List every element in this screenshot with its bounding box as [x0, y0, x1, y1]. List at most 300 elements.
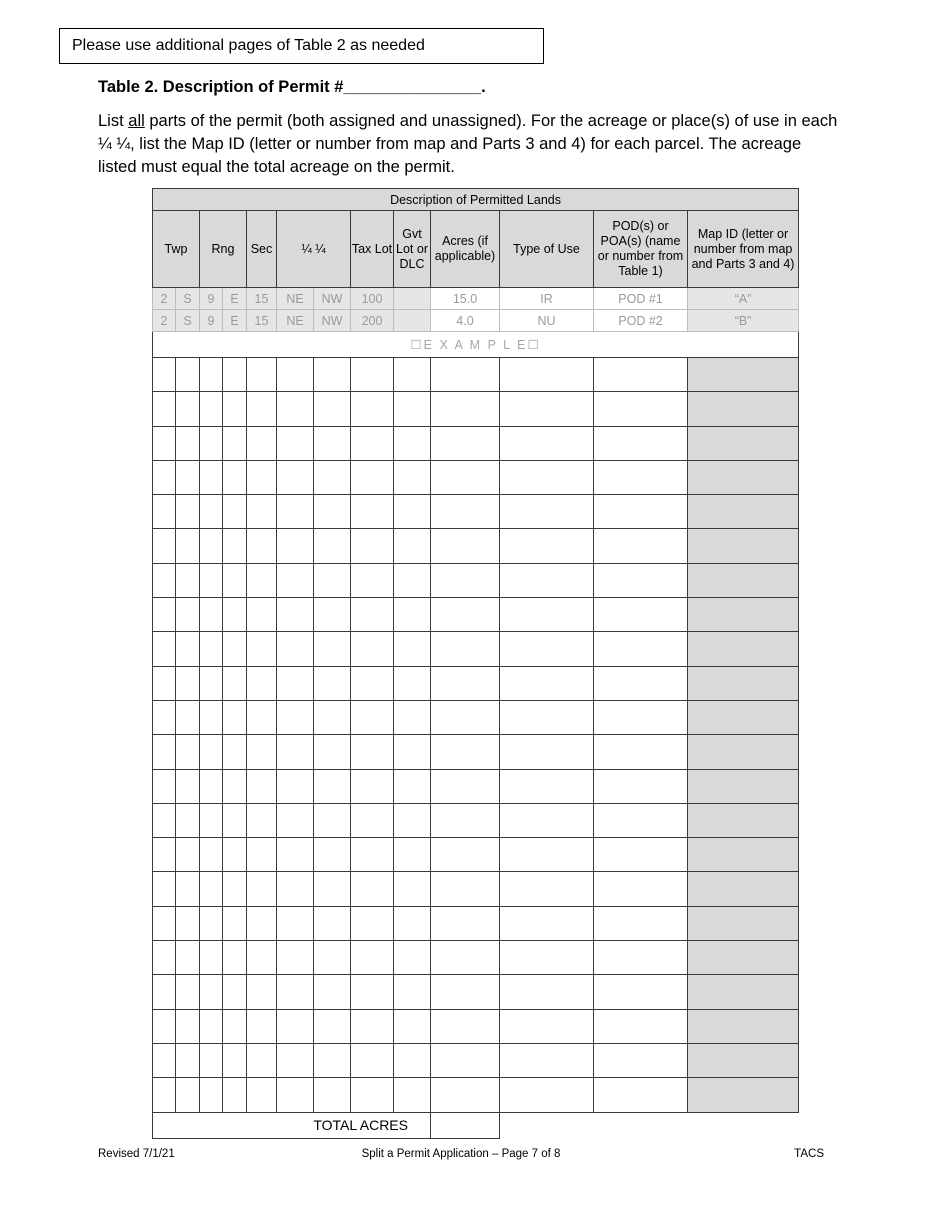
cell-quarter-1[interactable] — [277, 1043, 314, 1077]
cell-tax-lot[interactable] — [351, 735, 394, 769]
cell-quarter-1[interactable] — [277, 700, 314, 734]
cell-twp-number[interactable] — [153, 632, 176, 666]
cell-twp-direction[interactable] — [176, 769, 200, 803]
cell-map-id[interactable] — [688, 1009, 799, 1043]
cell-pod[interactable] — [594, 358, 688, 392]
cell-rng-number[interactable] — [200, 872, 223, 906]
cell-quarter-2[interactable] — [314, 803, 351, 837]
cell-twp-direction[interactable] — [176, 700, 200, 734]
cell-twp-number[interactable] — [153, 529, 176, 563]
cell-map-id[interactable] — [688, 632, 799, 666]
cell-rng-direction[interactable] — [223, 563, 247, 597]
cell-acres[interactable] — [431, 426, 500, 460]
cell-twp-direction[interactable] — [176, 426, 200, 460]
cell-map-id[interactable] — [688, 460, 799, 494]
cell-pod[interactable] — [594, 803, 688, 837]
cell-acres[interactable] — [431, 1009, 500, 1043]
cell-tax-lot[interactable] — [351, 598, 394, 632]
cell-type-of-use[interactable] — [500, 1043, 594, 1077]
cell-pod[interactable] — [594, 1043, 688, 1077]
cell-rng-direction[interactable] — [223, 666, 247, 700]
cell-pod[interactable] — [594, 598, 688, 632]
header-sec: Sec — [247, 211, 277, 288]
cell-rng-direction[interactable] — [223, 700, 247, 734]
cell-twp-number[interactable] — [153, 872, 176, 906]
cell-quarter-2[interactable] — [314, 838, 351, 872]
cell-acres[interactable] — [431, 392, 500, 426]
cell-map-id[interactable] — [688, 906, 799, 940]
cell-quarter-2[interactable] — [314, 700, 351, 734]
cell-twp-direction[interactable] — [176, 495, 200, 529]
cell-rng-number[interactable] — [200, 666, 223, 700]
cell-quarter-1[interactable] — [277, 529, 314, 563]
cell-sec[interactable] — [247, 666, 277, 700]
cell-twp-number[interactable] — [153, 1009, 176, 1043]
cell-quarter-2[interactable] — [314, 666, 351, 700]
cell-rng-number[interactable] — [200, 632, 223, 666]
cell-sec[interactable] — [247, 495, 277, 529]
cell-quarter-1[interactable] — [277, 392, 314, 426]
cell-twp-direction[interactable] — [176, 666, 200, 700]
table-title: Description of Permitted Lands — [153, 189, 799, 211]
cell-gvt-lot[interactable] — [394, 529, 431, 563]
cell-map-id[interactable] — [688, 358, 799, 392]
cell-acres[interactable] — [431, 666, 500, 700]
cell-sec[interactable] — [247, 632, 277, 666]
cell-gvt-lot[interactable] — [394, 838, 431, 872]
cell-sec[interactable] — [247, 735, 277, 769]
cell-acres[interactable] — [431, 941, 500, 975]
cell-type-of-use[interactable] — [500, 735, 594, 769]
cell-tax-lot[interactable] — [351, 803, 394, 837]
cell-pod[interactable] — [594, 426, 688, 460]
cell-type-of-use[interactable] — [500, 838, 594, 872]
cell-rng-number[interactable] — [200, 392, 223, 426]
cell-quarter-2[interactable] — [314, 1009, 351, 1043]
cell-twp-number[interactable] — [153, 426, 176, 460]
cell-sec[interactable] — [247, 906, 277, 940]
cell-twp-direction[interactable] — [176, 1078, 200, 1112]
cell-rng-number[interactable] — [200, 975, 223, 1009]
cell-tax-lot[interactable] — [351, 906, 394, 940]
cell-sec[interactable] — [247, 358, 277, 392]
cell-sec[interactable] — [247, 598, 277, 632]
cell-twp-direction[interactable] — [176, 460, 200, 494]
cell-gvt-lot[interactable] — [394, 1009, 431, 1043]
cell-quarter-2[interactable] — [314, 872, 351, 906]
cell-gvt-lot[interactable] — [394, 495, 431, 529]
cell-quarter-1[interactable] — [277, 1009, 314, 1043]
cell-rng-number[interactable] — [200, 1043, 223, 1077]
cell-rng-direction[interactable] — [223, 906, 247, 940]
cell-quarter-1[interactable] — [277, 1078, 314, 1112]
cell-map-id[interactable] — [688, 1043, 799, 1077]
cell-rng-number[interactable] — [200, 358, 223, 392]
cell-sec[interactable] — [247, 975, 277, 1009]
cell-type-of-use[interactable] — [500, 1009, 594, 1043]
cell-pod[interactable] — [594, 1078, 688, 1112]
cell-pod[interactable] — [594, 529, 688, 563]
cell-acres[interactable] — [431, 700, 500, 734]
cell-rng-number[interactable] — [200, 838, 223, 872]
cell-rng-direction[interactable] — [223, 392, 247, 426]
cell-twp-direction[interactable] — [176, 735, 200, 769]
cell-acres[interactable] — [431, 906, 500, 940]
cell-quarter-2[interactable] — [314, 495, 351, 529]
cell-twp-direction[interactable] — [176, 529, 200, 563]
cell-sec[interactable] — [247, 460, 277, 494]
cell-rng-number[interactable] — [200, 426, 223, 460]
cell-twp-direction[interactable] — [176, 803, 200, 837]
cell-quarter-1[interactable] — [277, 803, 314, 837]
cell-rng-direction[interactable] — [223, 1009, 247, 1043]
ex-quarter-1: NE — [277, 288, 314, 310]
cell-twp-number[interactable] — [153, 1078, 176, 1112]
cell-quarter-2[interactable] — [314, 460, 351, 494]
cell-acres[interactable] — [431, 598, 500, 632]
cell-quarter-2[interactable] — [314, 941, 351, 975]
cell-twp-number[interactable] — [153, 1043, 176, 1077]
cell-gvt-lot[interactable] — [394, 906, 431, 940]
cell-tax-lot[interactable] — [351, 495, 394, 529]
cell-gvt-lot[interactable] — [394, 666, 431, 700]
total-acres-field[interactable] — [431, 1112, 500, 1138]
cell-quarter-1[interactable] — [277, 975, 314, 1009]
cell-acres[interactable] — [431, 872, 500, 906]
cell-map-id[interactable] — [688, 426, 799, 460]
cell-rng-direction[interactable] — [223, 358, 247, 392]
cell-rng-number[interactable] — [200, 941, 223, 975]
cell-twp-number[interactable] — [153, 598, 176, 632]
cell-quarter-2[interactable] — [314, 906, 351, 940]
cell-type-of-use[interactable] — [500, 803, 594, 837]
header-map-id: Map ID (letter or number from map and Parts 3 and 4) — [688, 211, 799, 288]
cell-quarter-2[interactable] — [314, 975, 351, 1009]
cell-quarter-2[interactable] — [314, 632, 351, 666]
cell-type-of-use[interactable] — [500, 769, 594, 803]
table-row — [153, 906, 799, 940]
cell-tax-lot[interactable] — [351, 1043, 394, 1077]
cell-rng-number[interactable] — [200, 1009, 223, 1043]
ex-type-of-use: NU — [500, 310, 594, 332]
cell-rng-number[interactable] — [200, 906, 223, 940]
cell-acres[interactable] — [431, 460, 500, 494]
cell-quarter-1[interactable] — [277, 632, 314, 666]
cell-pod[interactable] — [594, 975, 688, 1009]
cell-map-id[interactable] — [688, 838, 799, 872]
cell-twp-direction[interactable] — [176, 906, 200, 940]
cell-sec[interactable] — [247, 1043, 277, 1077]
cell-quarter-1[interactable] — [277, 769, 314, 803]
cell-quarter-1[interactable] — [277, 838, 314, 872]
cell-quarter-2[interactable] — [314, 426, 351, 460]
cell-pod[interactable] — [594, 941, 688, 975]
cell-tax-lot[interactable] — [351, 666, 394, 700]
cell-sec[interactable] — [247, 941, 277, 975]
cell-twp-number[interactable] — [153, 495, 176, 529]
cell-gvt-lot[interactable] — [394, 1043, 431, 1077]
cell-type-of-use[interactable] — [500, 1078, 594, 1112]
cell-twp-direction[interactable] — [176, 941, 200, 975]
cell-twp-number[interactable] — [153, 460, 176, 494]
cell-tax-lot[interactable] — [351, 838, 394, 872]
cell-gvt-lot[interactable] — [394, 735, 431, 769]
cell-rng-direction[interactable] — [223, 495, 247, 529]
cell-map-id[interactable] — [688, 735, 799, 769]
cell-rng-direction[interactable] — [223, 872, 247, 906]
cell-gvt-lot[interactable] — [394, 598, 431, 632]
cell-pod[interactable] — [594, 872, 688, 906]
cell-tax-lot[interactable] — [351, 1009, 394, 1043]
cell-quarter-1[interactable] — [277, 426, 314, 460]
cell-rng-number[interactable] — [200, 735, 223, 769]
cell-gvt-lot[interactable] — [394, 392, 431, 426]
cell-rng-direction[interactable] — [223, 426, 247, 460]
cell-sec[interactable] — [247, 392, 277, 426]
cell-type-of-use[interactable] — [500, 598, 594, 632]
cell-tax-lot[interactable] — [351, 769, 394, 803]
cell-tax-lot[interactable] — [351, 392, 394, 426]
cell-type-of-use[interactable] — [500, 358, 594, 392]
cell-rng-number[interactable] — [200, 598, 223, 632]
cell-type-of-use[interactable] — [500, 941, 594, 975]
cell-type-of-use[interactable] — [500, 872, 594, 906]
cell-rng-number[interactable] — [200, 700, 223, 734]
cell-twp-direction[interactable] — [176, 872, 200, 906]
cell-gvt-lot[interactable] — [394, 941, 431, 975]
cell-rng-number[interactable] — [200, 563, 223, 597]
cell-quarter-1[interactable] — [277, 495, 314, 529]
cell-rng-number[interactable] — [200, 529, 223, 563]
cell-gvt-lot[interactable] — [394, 1078, 431, 1112]
intro-text-before: List — [98, 112, 129, 130]
cell-map-id[interactable] — [688, 700, 799, 734]
cell-acres[interactable] — [431, 735, 500, 769]
cell-twp-number[interactable] — [153, 358, 176, 392]
cell-rng-number[interactable] — [200, 803, 223, 837]
cell-gvt-lot[interactable] — [394, 426, 431, 460]
cell-type-of-use[interactable] — [500, 392, 594, 426]
cell-pod[interactable] — [594, 906, 688, 940]
ex-acres: 4.0 — [431, 310, 500, 332]
cell-rng-direction[interactable] — [223, 975, 247, 1009]
cell-acres[interactable] — [431, 838, 500, 872]
cell-type-of-use[interactable] — [500, 632, 594, 666]
cell-pod[interactable] — [594, 700, 688, 734]
cell-map-id[interactable] — [688, 769, 799, 803]
cell-twp-number[interactable] — [153, 769, 176, 803]
cell-acres[interactable] — [431, 769, 500, 803]
cell-tax-lot[interactable] — [351, 975, 394, 1009]
cell-acres[interactable] — [431, 1043, 500, 1077]
cell-rng-direction[interactable] — [223, 1078, 247, 1112]
cell-acres[interactable] — [431, 632, 500, 666]
cell-quarter-1[interactable] — [277, 906, 314, 940]
cell-gvt-lot[interactable] — [394, 460, 431, 494]
cell-rng-direction[interactable] — [223, 529, 247, 563]
cell-tax-lot[interactable] — [351, 563, 394, 597]
cell-rng-direction[interactable] — [223, 735, 247, 769]
cell-quarter-1[interactable] — [277, 598, 314, 632]
cell-acres[interactable] — [431, 803, 500, 837]
cell-twp-direction[interactable] — [176, 975, 200, 1009]
cell-pod[interactable] — [594, 563, 688, 597]
cell-rng-direction[interactable] — [223, 1043, 247, 1077]
cell-gvt-lot[interactable] — [394, 700, 431, 734]
cell-twp-direction[interactable] — [176, 1043, 200, 1077]
cell-map-id[interactable] — [688, 392, 799, 426]
cell-acres[interactable] — [431, 495, 500, 529]
cell-sec[interactable] — [247, 769, 277, 803]
cell-rng-number[interactable] — [200, 769, 223, 803]
cell-map-id[interactable] — [688, 598, 799, 632]
cell-sec[interactable] — [247, 426, 277, 460]
cell-twp-direction[interactable] — [176, 563, 200, 597]
cell-type-of-use[interactable] — [500, 563, 594, 597]
cell-tax-lot[interactable] — [351, 529, 394, 563]
cell-rng-direction[interactable] — [223, 460, 247, 494]
cell-rng-number[interactable] — [200, 495, 223, 529]
cell-twp-number[interactable] — [153, 975, 176, 1009]
cell-rng-direction[interactable] — [223, 598, 247, 632]
cell-pod[interactable] — [594, 1009, 688, 1043]
cell-gvt-lot[interactable] — [394, 632, 431, 666]
cell-map-id[interactable] — [688, 563, 799, 597]
cell-tax-lot[interactable] — [351, 872, 394, 906]
cell-tax-lot[interactable] — [351, 700, 394, 734]
cell-map-id[interactable] — [688, 529, 799, 563]
table-row — [153, 426, 799, 460]
cell-rng-direction[interactable] — [223, 803, 247, 837]
cell-pod[interactable] — [594, 392, 688, 426]
cell-twp-number[interactable] — [153, 838, 176, 872]
cell-rng-direction[interactable] — [223, 632, 247, 666]
cell-map-id[interactable] — [688, 666, 799, 700]
cell-type-of-use[interactable] — [500, 700, 594, 734]
cell-pod[interactable] — [594, 460, 688, 494]
cell-quarter-1[interactable] — [277, 666, 314, 700]
cell-tax-lot[interactable] — [351, 632, 394, 666]
cell-quarter-2[interactable] — [314, 392, 351, 426]
cell-twp-direction[interactable] — [176, 838, 200, 872]
cell-map-id[interactable] — [688, 975, 799, 1009]
cell-acres[interactable] — [431, 975, 500, 1009]
cell-pod[interactable] — [594, 838, 688, 872]
cell-tax-lot[interactable] — [351, 941, 394, 975]
cell-type-of-use[interactable] — [500, 426, 594, 460]
cell-quarter-2[interactable] — [314, 1078, 351, 1112]
cell-rng-direction[interactable] — [223, 838, 247, 872]
cell-gvt-lot[interactable] — [394, 975, 431, 1009]
ex-tax-lot: 100 — [351, 288, 394, 310]
cell-type-of-use[interactable] — [500, 975, 594, 1009]
cell-gvt-lot[interactable] — [394, 769, 431, 803]
cell-map-id[interactable] — [688, 1078, 799, 1112]
cell-quarter-1[interactable] — [277, 358, 314, 392]
cell-quarter-2[interactable] — [314, 1043, 351, 1077]
cell-quarter-2[interactable] — [314, 769, 351, 803]
cell-quarter-2[interactable] — [314, 735, 351, 769]
cell-type-of-use[interactable] — [500, 495, 594, 529]
cell-twp-number[interactable] — [153, 803, 176, 837]
cell-quarter-1[interactable] — [277, 563, 314, 597]
cell-twp-number[interactable] — [153, 666, 176, 700]
cell-rng-number[interactable] — [200, 1078, 223, 1112]
cell-twp-direction[interactable] — [176, 392, 200, 426]
cell-sec[interactable] — [247, 563, 277, 597]
cell-sec[interactable] — [247, 803, 277, 837]
cell-sec[interactable] — [247, 700, 277, 734]
cell-quarter-1[interactable] — [277, 460, 314, 494]
cell-type-of-use[interactable] — [500, 529, 594, 563]
cell-twp-number[interactable] — [153, 906, 176, 940]
cell-pod[interactable] — [594, 769, 688, 803]
cell-gvt-lot[interactable] — [394, 872, 431, 906]
cell-pod[interactable] — [594, 735, 688, 769]
cell-twp-direction[interactable] — [176, 1009, 200, 1043]
cell-twp-number[interactable] — [153, 735, 176, 769]
cell-acres[interactable] — [431, 1078, 500, 1112]
header-pod: POD(s) or POA(s) (name or number from Table 1) — [594, 211, 688, 288]
cell-rng-number[interactable] — [200, 460, 223, 494]
cell-twp-direction[interactable] — [176, 632, 200, 666]
cell-quarter-1[interactable] — [277, 941, 314, 975]
cell-quarter-2[interactable] — [314, 529, 351, 563]
cell-type-of-use[interactable] — [500, 906, 594, 940]
cell-sec[interactable] — [247, 872, 277, 906]
cell-acres[interactable] — [431, 358, 500, 392]
cell-type-of-use[interactable] — [500, 460, 594, 494]
cell-map-id[interactable] — [688, 803, 799, 837]
cell-gvt-lot[interactable] — [394, 563, 431, 597]
cell-twp-number[interactable] — [153, 392, 176, 426]
cell-map-id[interactable] — [688, 872, 799, 906]
cell-sec[interactable] — [247, 529, 277, 563]
cell-sec[interactable] — [247, 1078, 277, 1112]
cell-tax-lot[interactable] — [351, 1078, 394, 1112]
cell-tax-lot[interactable] — [351, 426, 394, 460]
intro-underlined-word: all — [128, 112, 145, 130]
cell-tax-lot[interactable] — [351, 358, 394, 392]
cell-acres[interactable] — [431, 563, 500, 597]
cell-type-of-use[interactable] — [500, 666, 594, 700]
cell-quarter-1[interactable] — [277, 872, 314, 906]
cell-pod[interactable] — [594, 495, 688, 529]
cell-quarter-2[interactable] — [314, 598, 351, 632]
cell-sec[interactable] — [247, 1009, 277, 1043]
cell-quarter-2[interactable] — [314, 563, 351, 597]
cell-twp-number[interactable] — [153, 941, 176, 975]
cell-twp-number[interactable] — [153, 563, 176, 597]
cell-twp-direction[interactable] — [176, 358, 200, 392]
cell-gvt-lot[interactable] — [394, 358, 431, 392]
cell-rng-direction[interactable] — [223, 769, 247, 803]
cell-acres[interactable] — [431, 529, 500, 563]
cell-twp-number[interactable] — [153, 700, 176, 734]
cell-quarter-2[interactable] — [314, 358, 351, 392]
cell-quarter-1[interactable] — [277, 735, 314, 769]
cell-twp-direction[interactable] — [176, 598, 200, 632]
cell-sec[interactable] — [247, 838, 277, 872]
cell-gvt-lot[interactable] — [394, 803, 431, 837]
cell-rng-direction[interactable] — [223, 941, 247, 975]
cell-pod[interactable] — [594, 632, 688, 666]
table-row — [153, 838, 799, 872]
cell-map-id[interactable] — [688, 941, 799, 975]
cell-map-id[interactable] — [688, 495, 799, 529]
cell-tax-lot[interactable] — [351, 460, 394, 494]
cell-pod[interactable] — [594, 666, 688, 700]
